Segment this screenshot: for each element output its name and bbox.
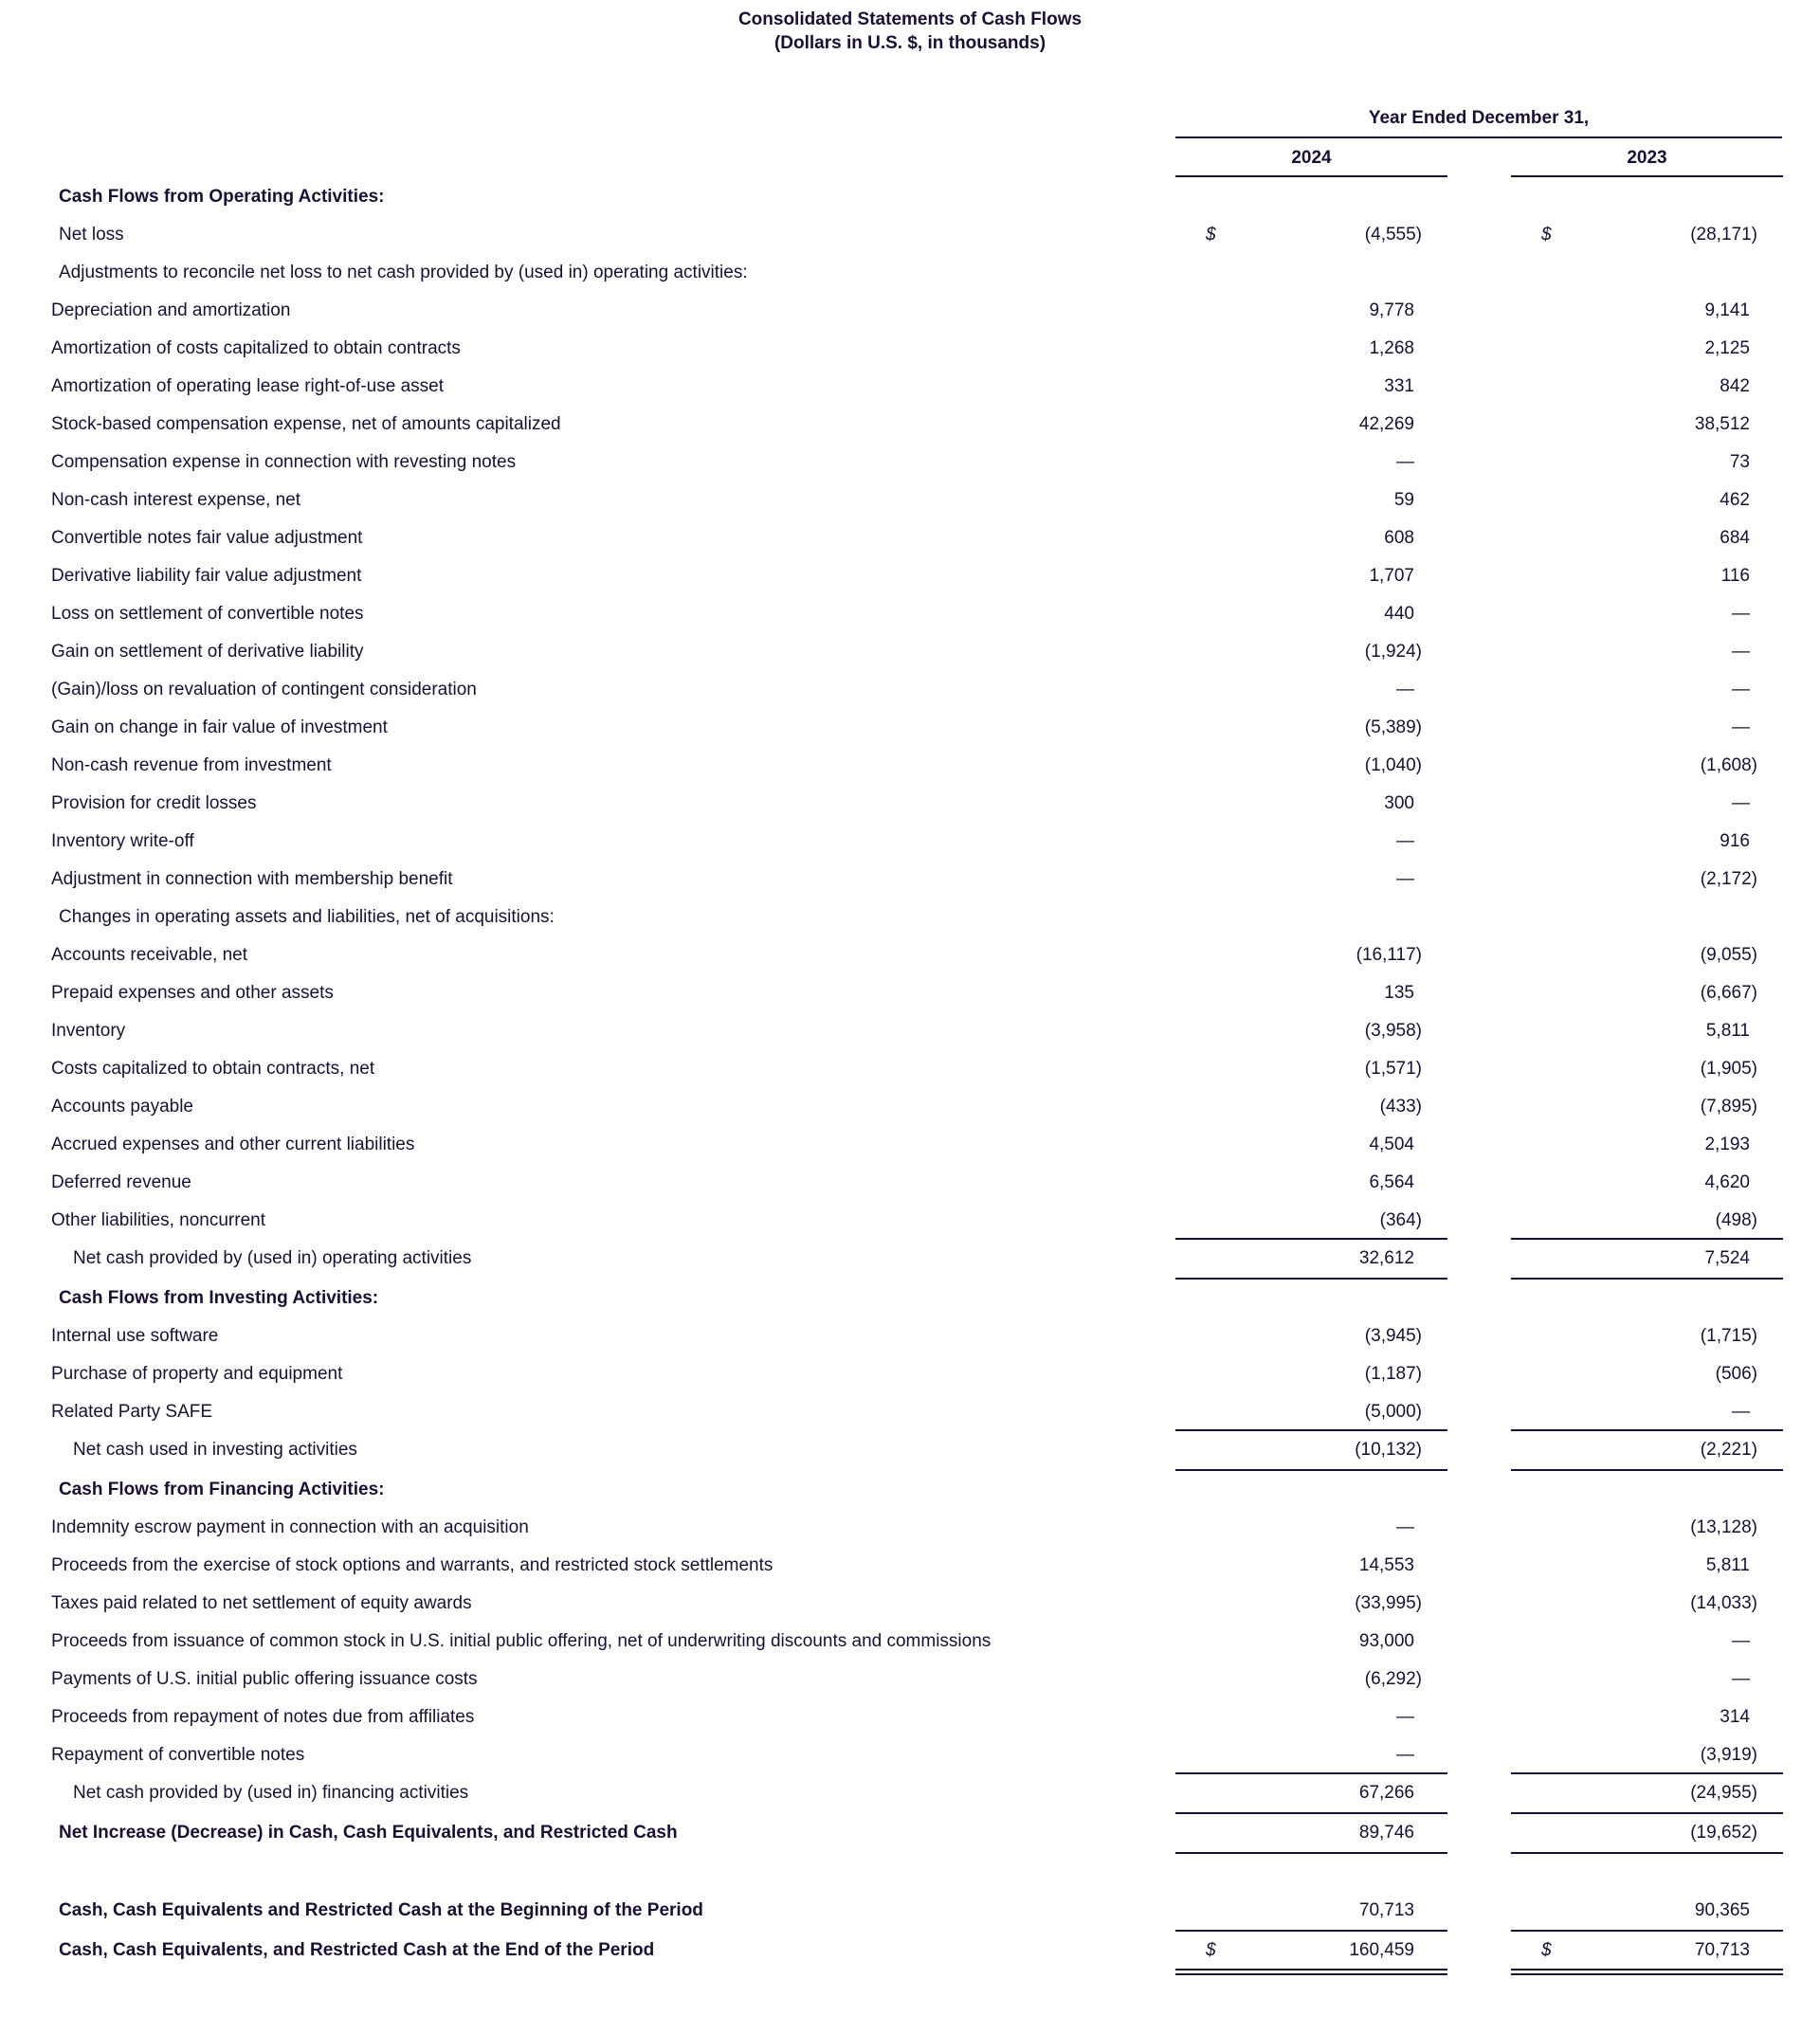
- row-label: Cash Flows from Investing Activities:: [59, 1288, 379, 1308]
- row-label: Taxes paid related to net settlement of equity awards: [51, 1593, 472, 1613]
- value-2024: (1,924): [1364, 642, 1422, 662]
- value-2023: 38,512: [1694, 414, 1750, 434]
- table-row: [0, 1774, 1820, 1812]
- value-2023: —: [1732, 793, 1750, 813]
- table-row: [0, 292, 1820, 330]
- value-2023: (28,171): [1690, 225, 1757, 245]
- table-row: [0, 785, 1820, 823]
- value-2024: (4,555): [1364, 225, 1422, 245]
- row-label: Proceeds from issuance of common stock in U.S. initial public offering, net of underwriting discounts and commissions: [51, 1631, 992, 1651]
- table-row: [0, 1509, 1820, 1547]
- value-2024: (6,292): [1364, 1669, 1422, 1689]
- currency-symbol-2024: $: [1206, 225, 1216, 245]
- row-label: Net cash provided by (used in) financing activities: [73, 1783, 469, 1803]
- value-2023: (7,895): [1700, 1097, 1757, 1117]
- value-2024: (5,000): [1364, 1402, 1422, 1422]
- value-2023: 4,620: [1704, 1172, 1750, 1192]
- table-row: [0, 1471, 1820, 1509]
- table-row: [0, 1050, 1820, 1088]
- subtotal-rule: [1175, 1278, 1447, 1280]
- table-row: [0, 1088, 1820, 1126]
- table-row: [0, 1932, 1820, 1970]
- value-2024: 440: [1384, 604, 1414, 624]
- table-row: [0, 671, 1820, 709]
- value-2024: (1,187): [1364, 1364, 1422, 1384]
- row-label: Net Increase (Decrease) in Cash, Cash Equivalents, and Restricted Cash: [59, 1823, 678, 1843]
- subtotal-rule: [1511, 1469, 1783, 1471]
- value-2023: 90,365: [1694, 1900, 1750, 1920]
- value-2024: —: [1396, 680, 1414, 699]
- table-row: [0, 406, 1820, 444]
- value-2024: 14,553: [1358, 1555, 1414, 1575]
- value-2024: (16,117): [1356, 945, 1422, 965]
- value-2023: —: [1732, 642, 1750, 662]
- value-2024: (3,945): [1364, 1326, 1422, 1346]
- row-label: Gain on change in fair value of investment: [51, 717, 388, 737]
- value-2023: (9,055): [1700, 945, 1757, 965]
- double-underline: [1511, 1973, 1783, 1975]
- value-2023: (2,221): [1700, 1440, 1757, 1460]
- row-label: Cash, Cash Equivalents and Restricted Cash at the Beginning of the Period: [59, 1900, 703, 1920]
- value-2024: 6,564: [1369, 1172, 1414, 1192]
- value-2024: 1,268: [1369, 338, 1414, 358]
- table-row: [0, 1623, 1820, 1661]
- table-row: [0, 974, 1820, 1012]
- value-2023: 462: [1720, 490, 1750, 510]
- table-row: [0, 178, 1820, 216]
- row-label: Net cash provided by (used in) operating activities: [73, 1248, 472, 1268]
- table-row: [0, 1126, 1820, 1164]
- value-2024: 89,746: [1358, 1823, 1414, 1843]
- value-2024: 4,504: [1369, 1135, 1414, 1154]
- row-label: Related Party SAFE: [51, 1402, 213, 1422]
- subtotal-rule: [1175, 1852, 1447, 1854]
- row-label: Accrued expenses and other current liabilities: [51, 1135, 415, 1154]
- value-2023: (3,919): [1700, 1745, 1757, 1765]
- value-2023: 2,193: [1704, 1135, 1750, 1154]
- value-2024: —: [1396, 452, 1414, 472]
- subtotal-rule: [1511, 1930, 1783, 1932]
- row-label: Inventory write-off: [51, 831, 194, 851]
- value-2023: 842: [1720, 376, 1750, 396]
- subtotal-rule: [1511, 1278, 1783, 1280]
- value-2024: 135: [1384, 983, 1414, 1003]
- row-label: Accounts payable: [51, 1097, 193, 1117]
- subtotal-rule: [1511, 1238, 1783, 1240]
- table-row: [0, 595, 1820, 633]
- value-2023: (6,667): [1700, 983, 1757, 1003]
- value-2024: (364): [1379, 1210, 1422, 1230]
- row-label: Proceeds from repayment of notes due from affiliates: [51, 1707, 475, 1727]
- value-2023: (506): [1715, 1364, 1757, 1384]
- row-label: Proceeds from the exercise of stock options and warrants, and restricted stock settlements: [51, 1555, 774, 1575]
- table-row: [0, 368, 1820, 406]
- row-label: Derivative liability fair value adjustment: [51, 566, 362, 586]
- value-2023: (24,955): [1690, 1783, 1757, 1803]
- row-label: Indemnity escrow payment in connection with an acquisition: [51, 1517, 529, 1537]
- value-2023: —: [1732, 604, 1750, 624]
- row-label: Costs capitalized to obtain contracts, net: [51, 1059, 375, 1079]
- table-row: [0, 481, 1820, 519]
- row-label: (Gain)/loss on revaluation of contingent consideration: [51, 680, 477, 699]
- value-2023: 916: [1720, 831, 1750, 851]
- year-rule-2023: [1511, 175, 1783, 177]
- value-2023: 5,811: [1705, 1555, 1750, 1575]
- value-2024: (3,958): [1364, 1021, 1422, 1041]
- table-row: [0, 1892, 1820, 1930]
- table-row: [0, 1240, 1820, 1278]
- row-label: Payments of U.S. initial public offering issuance costs: [51, 1669, 478, 1689]
- table-row: [0, 1164, 1820, 1202]
- value-2023: (2,172): [1700, 869, 1757, 889]
- row-label: Convertible notes fair value adjustment: [51, 528, 363, 548]
- table-row: [0, 823, 1820, 861]
- table-row: [0, 1698, 1820, 1736]
- table-row: [0, 1355, 1820, 1393]
- value-2024: 42,269: [1358, 414, 1414, 434]
- period-header: Year Ended December 31,: [1368, 108, 1590, 128]
- value-2024: 9,778: [1369, 300, 1414, 320]
- row-label: Changes in operating assets and liabilities, net of acquisitions:: [59, 907, 555, 927]
- currency-symbol-2023: $: [1541, 1940, 1552, 1960]
- value-2024: 67,266: [1358, 1783, 1414, 1803]
- row-label: Internal use software: [51, 1326, 219, 1346]
- subtotal-rule: [1175, 1469, 1447, 1471]
- table-row: [0, 1012, 1820, 1050]
- value-2024: 93,000: [1358, 1631, 1414, 1651]
- subtotal-rule: [1175, 1429, 1447, 1431]
- row-label: Amortization of operating lease right-of-use asset: [51, 376, 444, 396]
- year-header-2023: 2023: [1627, 148, 1667, 168]
- row-label: Non-cash revenue from investment: [51, 755, 332, 775]
- value-2024: —: [1396, 869, 1414, 889]
- row-label: Purchase of property and equipment: [51, 1364, 343, 1384]
- table-row: [0, 444, 1820, 481]
- double-underline: [1175, 1973, 1447, 1975]
- table-row: [0, 1393, 1820, 1431]
- value-2023: —: [1732, 717, 1750, 737]
- row-label: Adjustment in connection with membership benefit: [51, 869, 453, 889]
- row-label: Cash Flows from Financing Activities:: [59, 1480, 385, 1499]
- table-row: [0, 216, 1820, 254]
- value-2023: (1,608): [1700, 755, 1757, 775]
- row-label: Accounts receivable, net: [51, 945, 248, 965]
- row-label: Gain on settlement of derivative liability: [51, 642, 364, 662]
- value-2024: —: [1396, 1517, 1414, 1537]
- value-2024: —: [1396, 831, 1414, 851]
- value-2024: 59: [1393, 490, 1414, 510]
- year-rule-2024: [1175, 175, 1447, 177]
- row-label: Cash, Cash Equivalents, and Restricted Cash at the End of the Period: [59, 1940, 655, 1960]
- value-2023: 73: [1729, 452, 1750, 472]
- value-2024: —: [1396, 1745, 1414, 1765]
- currency-symbol-2023: $: [1541, 225, 1552, 245]
- statement-subtitle: (Dollars in U.S. $, in thousands): [774, 33, 1046, 53]
- value-2023: 70,713: [1694, 1940, 1750, 1960]
- value-2024: 331: [1384, 376, 1414, 396]
- value-2023: 7,524: [1704, 1248, 1750, 1268]
- value-2023: (19,652): [1690, 1823, 1757, 1843]
- row-label: Depreciation and amortization: [51, 300, 291, 320]
- table-row: [0, 747, 1820, 785]
- table-row: [0, 1814, 1820, 1852]
- row-label: Non-cash interest expense, net: [51, 490, 300, 510]
- row-label: Repayment of convertible notes: [51, 1745, 305, 1765]
- value-2024: (1,040): [1364, 755, 1422, 775]
- subtotal-rule: [1511, 1852, 1783, 1854]
- subtotal-rule: [1511, 1429, 1783, 1431]
- value-2024: 160,459: [1349, 1940, 1414, 1960]
- value-2023: (13,128): [1690, 1517, 1757, 1537]
- table-row: [0, 1202, 1820, 1240]
- subtotal-rule: [1175, 1238, 1447, 1240]
- table-row: [0, 1736, 1820, 1774]
- subtotal-rule: [1175, 1772, 1447, 1774]
- value-2023: 9,141: [1704, 300, 1750, 320]
- period-header-rule: [1175, 136, 1782, 138]
- table-row: [0, 709, 1820, 747]
- value-2024: (10,132): [1355, 1440, 1422, 1460]
- double-underline: [1175, 1969, 1447, 1970]
- value-2023: 5,811: [1705, 1021, 1750, 1041]
- subtotal-rule: [1175, 1812, 1447, 1814]
- value-2024: (33,995): [1355, 1593, 1422, 1613]
- value-2023: (498): [1715, 1210, 1757, 1230]
- table-row: [0, 1280, 1820, 1317]
- value-2023: —: [1732, 1402, 1750, 1422]
- row-label: Net loss: [59, 225, 124, 245]
- value-2023: (1,905): [1700, 1059, 1757, 1079]
- currency-symbol-2024: $: [1206, 1940, 1216, 1960]
- row-label: Loss on settlement of convertible notes: [51, 604, 364, 624]
- value-2024: (1,571): [1364, 1059, 1422, 1079]
- table-row: [0, 936, 1820, 974]
- row-label: Cash Flows from Operating Activities:: [59, 187, 385, 207]
- subtotal-rule: [1511, 1772, 1783, 1774]
- row-label: Net cash used in investing activities: [73, 1440, 357, 1460]
- value-2024: —: [1396, 1707, 1414, 1727]
- value-2024: 32,612: [1358, 1248, 1414, 1268]
- row-label: Deferred revenue: [51, 1172, 191, 1192]
- double-underline: [1511, 1969, 1783, 1970]
- row-label: Other liabilities, noncurrent: [51, 1210, 265, 1230]
- value-2023: 684: [1720, 528, 1750, 548]
- value-2024: 300: [1384, 793, 1414, 813]
- row-label: Stock-based compensation expense, net of amounts capitalized: [51, 414, 561, 434]
- subtotal-rule: [1175, 1930, 1447, 1932]
- value-2024: 608: [1384, 528, 1414, 548]
- value-2024: 70,713: [1358, 1900, 1414, 1920]
- row-label: Compensation expense in connection with revesting notes: [51, 452, 517, 472]
- table-row: [0, 1431, 1820, 1469]
- value-2023: 116: [1720, 566, 1750, 586]
- table-row: [0, 899, 1820, 936]
- table-row: [0, 1547, 1820, 1585]
- subtotal-rule: [1511, 1812, 1783, 1814]
- value-2023: (1,715): [1700, 1326, 1757, 1346]
- value-2024: (5,389): [1364, 717, 1422, 737]
- table-row: [0, 519, 1820, 557]
- value-2023: —: [1732, 1631, 1750, 1651]
- table-row: [0, 330, 1820, 368]
- table-row: [0, 861, 1820, 899]
- table-row: [0, 633, 1820, 671]
- row-label: Provision for credit losses: [51, 793, 257, 813]
- value-2023: 2,125: [1704, 338, 1750, 358]
- value-2023: —: [1732, 680, 1750, 699]
- row-label: Inventory: [51, 1021, 126, 1041]
- value-2024: 1,707: [1369, 566, 1414, 586]
- table-row: [0, 1585, 1820, 1623]
- value-2023: —: [1732, 1669, 1750, 1689]
- value-2023: (14,033): [1690, 1593, 1757, 1613]
- row-label: Amortization of costs capitalized to obtain contracts: [51, 338, 461, 358]
- year-header-2024: 2024: [1291, 148, 1332, 168]
- value-2024: (433): [1379, 1097, 1422, 1117]
- statement-title: Consolidated Statements of Cash Flows: [737, 9, 1083, 29]
- row-label: Prepaid expenses and other assets: [51, 983, 334, 1003]
- table-row: [0, 254, 1820, 292]
- row-label: Adjustments to reconcile net loss to net cash provided by (used in) operating activities:: [59, 263, 748, 282]
- table-row: [0, 557, 1820, 595]
- value-2023: 314: [1720, 1707, 1750, 1727]
- table-row: [0, 1661, 1820, 1698]
- table-row: [0, 1317, 1820, 1355]
